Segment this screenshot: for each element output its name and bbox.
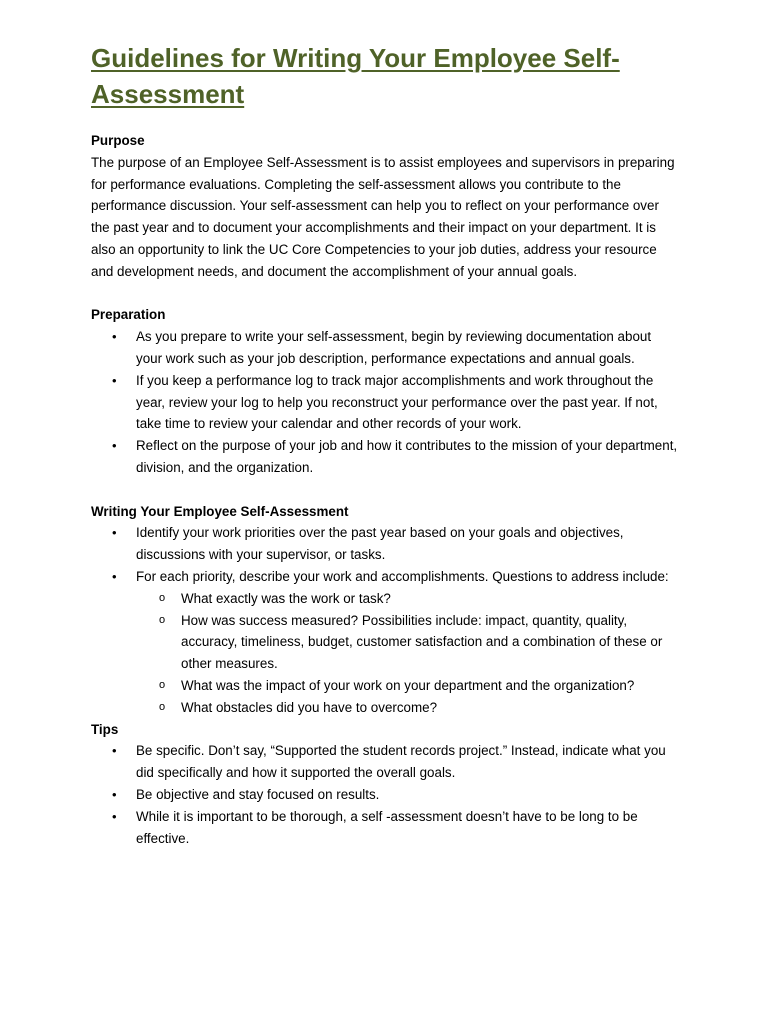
tips-list — [91, 740, 678, 849]
bullet-marker: • — [112, 372, 117, 388]
tips-heading: Tips — [91, 721, 119, 737]
sub-bullet-marker: o — [159, 613, 166, 626]
purpose-section — [91, 130, 678, 283]
sub-list-item — [136, 588, 678, 610]
bullet-marker: • — [112, 525, 117, 541]
tips-section — [91, 719, 678, 850]
list-item — [91, 740, 678, 784]
list-item-text: While it is important to be thorough, a self -assessment doesn’t have to be long to be effective. — [136, 808, 638, 846]
document-title — [91, 40, 678, 112]
list-item-text: Be objective and stay focused on results. — [136, 786, 380, 802]
writing-heading: Writing Your Employee Self-Assessment — [91, 503, 349, 519]
sub-list-item-text: What was the impact of your work on your department and the organization? — [181, 677, 635, 693]
sub-bullet-marker: o — [159, 591, 166, 604]
sub-list-item-text: What obstacles did you have to overcome? — [181, 699, 438, 715]
spacer — [91, 479, 678, 501]
bullet-marker: • — [112, 743, 117, 759]
preparation-section — [91, 304, 678, 478]
list-item — [91, 806, 678, 850]
list-item — [91, 435, 678, 479]
list-item — [91, 326, 678, 370]
sub-list-item — [136, 675, 678, 697]
list-item-text: As you prepare to write your self-assessment, begin by reviewing documentation about your work such as your job description, performance expectations and annual goals. — [136, 329, 652, 366]
sub-bullet-marker: o — [159, 678, 166, 691]
list-item — [91, 522, 678, 566]
purpose-paragraph: The purpose of an Employee Self-Assessment is to assist employees and supervisors in preparing for performance evaluations. Completing the self-assessment allows you contribute to the performance discussion. Your self-assessment can help you to reflect on your performance over the past year and to document your accomplishments and their impact on your department. It is also an opportunity to link the UC Core Competencies to your job duties, address your resource and development needs, and document the accomplishment of your annual goals. — [91, 154, 675, 279]
list-item — [91, 566, 678, 719]
sub-bullet-marker: o — [159, 700, 166, 713]
spacer — [91, 283, 678, 305]
bullet-marker: • — [112, 329, 117, 345]
sub-list-item — [136, 697, 678, 719]
purpose-heading: Purpose — [91, 133, 145, 148]
bullet-marker: • — [112, 438, 117, 454]
bullet-marker: • — [112, 786, 117, 802]
writing-list — [91, 522, 678, 718]
preparation-heading: Preparation — [91, 307, 166, 323]
sub-list-item-text: What exactly was the work or task? — [181, 590, 391, 606]
sub-list-item-text: How was success measured? Possibilities include: impact, quantity, quality, accuracy, timeliness, budget, customer satisfaction and a combination of these or other measures. — [181, 612, 663, 672]
title-line-2: Assessment — [91, 79, 245, 109]
sub-list — [136, 588, 678, 719]
sub-list-item — [136, 610, 678, 675]
list-item-text: Reflect on the purpose of your job and how it contributes to the mission of your department, division, and the organization. — [136, 438, 678, 475]
title-line-1: Guidelines for Writing Your Employee Self- — [91, 43, 620, 73]
list-item-text: For each priority, describe your work and accomplishments. Questions to address include: — [136, 568, 669, 584]
writing-section — [91, 501, 678, 719]
bullet-marker: • — [112, 808, 117, 824]
bullet-marker: • — [112, 568, 117, 584]
list-item — [91, 370, 678, 435]
list-item-text: If you keep a performance log to track major accomplishments and work throughout the year, review your log to help you reconstruct your performance over the past year. If not, take time to review your calendar and other records of your work. — [136, 372, 658, 432]
list-item-text: Identify your work priorities over the past year based on your goals and objectives, discussions with your supervisor, or tasks. — [136, 525, 624, 563]
preparation-list — [91, 326, 678, 479]
list-item-text: Be specific. Don’t say, “Supported the student records project.” Instead, indicate what you did specifically and how it supported the overall goals. — [136, 743, 666, 781]
list-item — [91, 784, 678, 806]
